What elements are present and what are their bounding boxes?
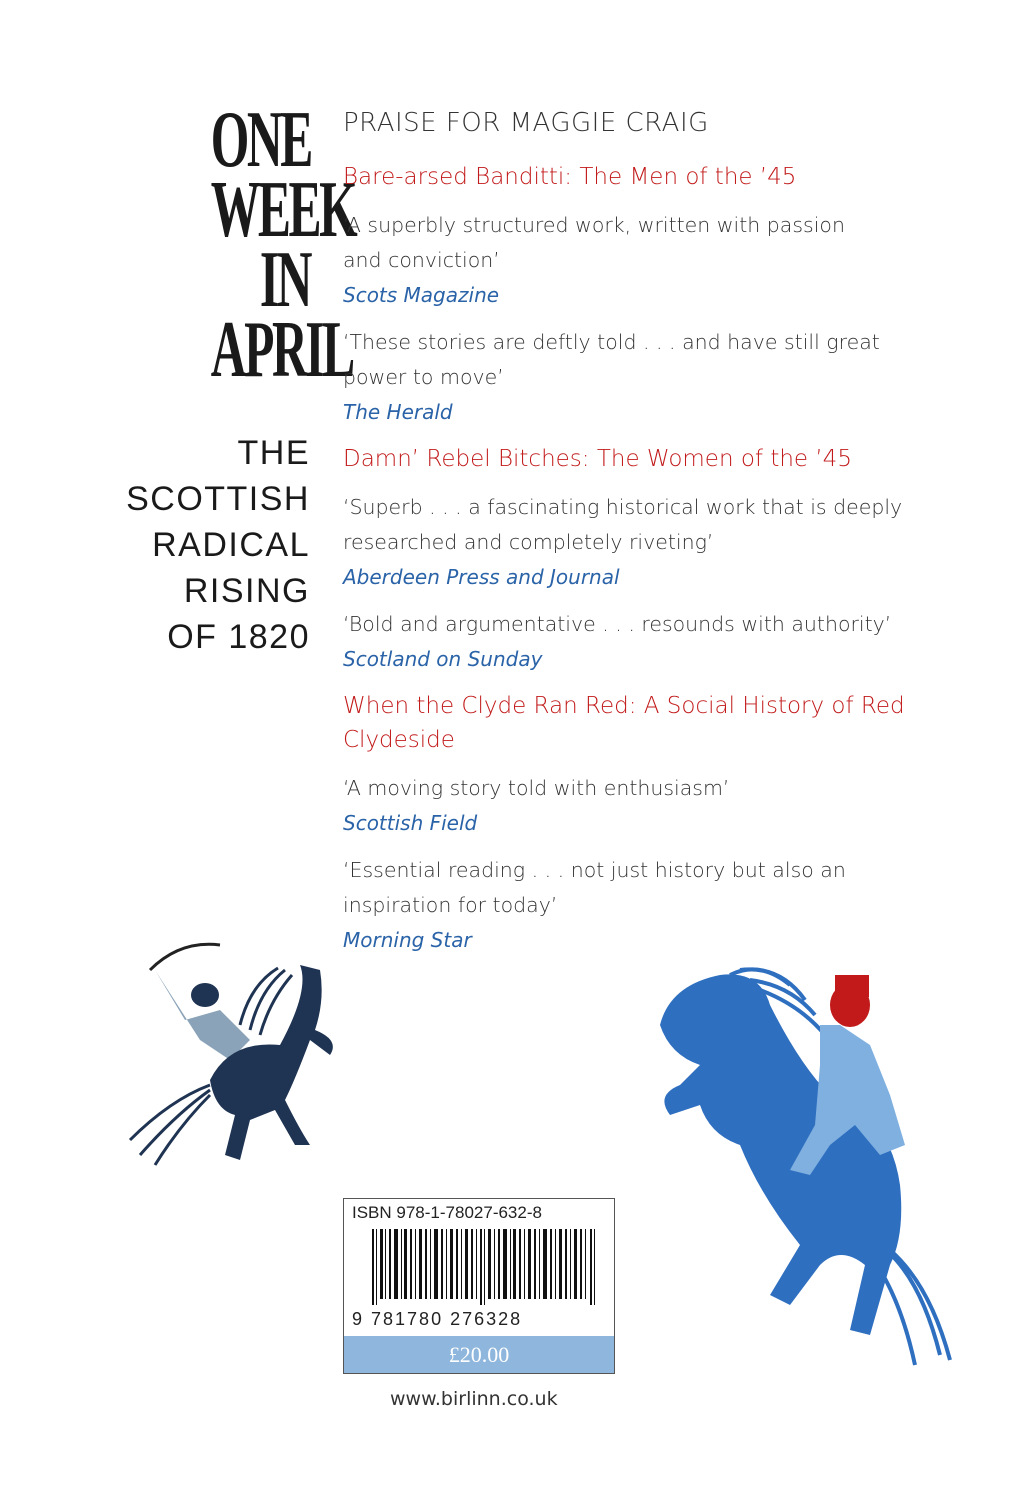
blue-horse-rider-illustration [640, 945, 970, 1375]
review-source: Aberdeen Press and Journal [343, 565, 620, 589]
book-title-block [150, 96, 356, 394]
review-source: Scottish Field [343, 811, 478, 835]
subtitle-line-5: OF 1820 [167, 618, 310, 656]
book-subtitle [60, 430, 310, 660]
praise-section [343, 108, 963, 970]
subtitle-line-2: SCOTTISH [126, 480, 310, 518]
review-source: Morning Star [343, 928, 472, 952]
publisher-website: www.birlinn.co.uk [390, 1388, 558, 1410]
title-line-3: IN [259, 236, 310, 324]
barcode-bars [372, 1229, 602, 1305]
praise-heading: PRAISE FOR MAGGIE CRAIG [343, 108, 709, 138]
praised-book-title: Bare-arsed Banditti: The Men of the ’45 [343, 164, 797, 190]
review-quote: ‘Essential reading . . . not just history but also an inspiration for today’ [343, 858, 846, 917]
review-source: Scotland on Sunday [343, 647, 543, 671]
price-label: £20.00 [344, 1336, 614, 1373]
praised-book-title: When the Clyde Ran Red: A Social History of Red Clydeside [343, 693, 905, 753]
barcode-digits: 9 781780 276328 [352, 1309, 523, 1329]
review-quote: ‘These stories are deftly told . . . and have still great power to move’ [343, 330, 880, 389]
isbn-label: ISBN 978-1-78027-632-8 [352, 1203, 542, 1222]
review-source: Scots Magazine [343, 283, 500, 307]
praised-book-title: Damn’ Rebel Bitches: The Women of the ’45 [343, 446, 852, 472]
title-line-1: ONE [210, 96, 311, 184]
subtitle-line-1: THE [237, 434, 310, 472]
barcode-panel [343, 1198, 615, 1374]
review-quote: ‘A superbly structured work, written with passion and conviction’ [343, 213, 845, 272]
review-quote: ‘A moving story told with enthusiasm’ [343, 776, 730, 800]
subtitle-line-3: RADICAL [152, 526, 310, 564]
review-source: The Herald [343, 400, 453, 424]
title-line-4: APRIL [210, 306, 353, 394]
subtitle-line-4: RISING [183, 572, 310, 610]
title-line-2: WEEK [210, 166, 356, 254]
review-quote: ‘Bold and argumentative . . . resounds with authority’ [343, 612, 892, 636]
review-quote: ‘Superb . . . a fascinating historical work that is deeply researched and completely riveting’ [343, 495, 903, 554]
dark-horse-rider-illustration [110, 930, 360, 1190]
